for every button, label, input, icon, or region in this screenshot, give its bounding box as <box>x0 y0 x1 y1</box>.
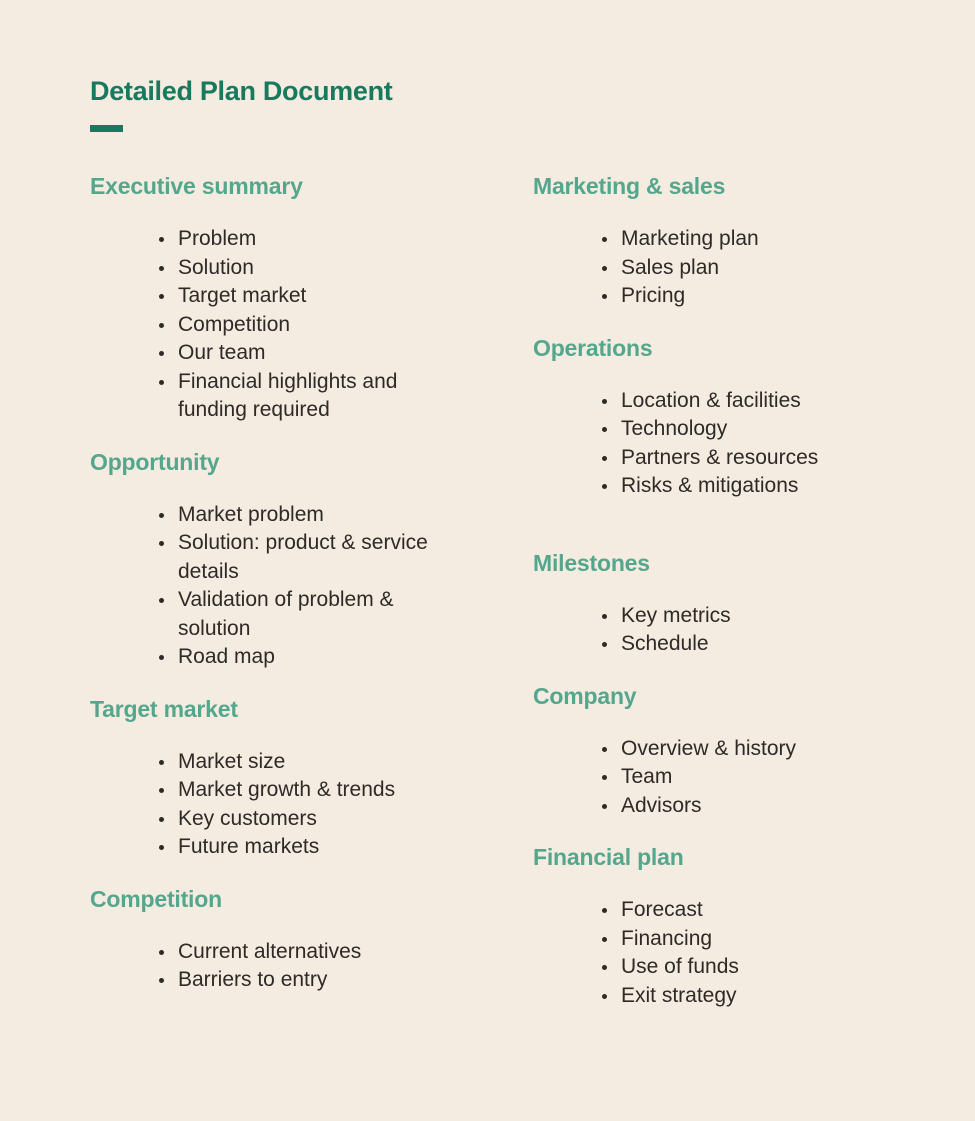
list-item: Key metrics <box>533 602 893 631</box>
section-executive-summary <box>90 172 458 425</box>
section-heading: Opportunity <box>90 448 220 475</box>
list-item: Use of funds <box>533 953 893 982</box>
bullet-list <box>533 735 905 821</box>
section-heading: Company <box>533 682 637 709</box>
list-item: Team <box>533 763 893 792</box>
page-title: Detailed Plan Document <box>90 76 393 106</box>
list-item: Partners & resources <box>533 444 893 473</box>
section-heading: Financial plan <box>533 844 684 870</box>
list-item: Financing <box>533 925 893 954</box>
list-item: Road map <box>90 643 450 672</box>
bullet-list <box>533 896 905 1010</box>
list-item: Risks & mitigations <box>533 472 893 501</box>
two-column-layout <box>90 172 975 1010</box>
list-item: Financial highlights and funding required <box>90 368 450 425</box>
section-company <box>533 682 905 821</box>
list-item: Marketing plan <box>533 225 893 254</box>
left-column <box>90 172 458 995</box>
bullet-list <box>90 938 458 995</box>
list-item: Market size <box>90 748 450 777</box>
list-item: Future markets <box>90 833 450 862</box>
bullet-list <box>90 748 458 862</box>
bullet-list <box>90 225 458 425</box>
list-item: Technology <box>533 415 893 444</box>
list-item: Location & facilities <box>533 387 893 416</box>
list-item: Overview & history <box>533 735 893 764</box>
section-heading: Milestones <box>533 549 650 576</box>
bullet-list <box>533 225 905 311</box>
section-heading: Competition <box>90 885 222 912</box>
section-marketing-sales <box>533 172 905 311</box>
list-item: Forecast <box>533 896 893 925</box>
list-item: Solution <box>90 254 450 283</box>
list-item: Our team <box>90 339 450 368</box>
bullet-list <box>533 602 905 659</box>
section-target-market <box>90 695 458 862</box>
list-item: Advisors <box>533 792 893 821</box>
list-item: Market problem <box>90 501 450 530</box>
section-heading: Target market <box>90 695 238 722</box>
list-item: Current alternatives <box>90 938 450 967</box>
list-item: Validation of problem & solution <box>90 586 450 643</box>
bullet-list <box>90 501 458 672</box>
list-item: Schedule <box>533 630 893 659</box>
bullet-list <box>533 387 905 501</box>
section-heading: Operations <box>533 334 653 361</box>
title-underline-dash <box>90 125 123 132</box>
list-item: Sales plan <box>533 254 893 283</box>
list-item: Pricing <box>533 282 893 311</box>
section-operations <box>533 334 905 501</box>
list-item: Solution: product & service details <box>90 529 450 586</box>
section-heading: Marketing & sales <box>533 173 726 199</box>
section-heading: Executive summary <box>90 173 303 199</box>
list-item: Barriers to entry <box>90 966 450 995</box>
list-item: Key customers <box>90 805 450 834</box>
list-item: Market growth & trends <box>90 776 450 805</box>
section-competition <box>90 885 458 995</box>
right-column <box>533 172 905 1010</box>
list-item: Problem <box>90 225 450 254</box>
list-item: Exit strategy <box>533 982 893 1011</box>
section-opportunity <box>90 448 458 672</box>
section-financial-plan <box>533 843 905 1010</box>
section-milestones <box>533 549 905 659</box>
list-item: Competition <box>90 311 450 340</box>
list-item: Target market <box>90 282 450 311</box>
